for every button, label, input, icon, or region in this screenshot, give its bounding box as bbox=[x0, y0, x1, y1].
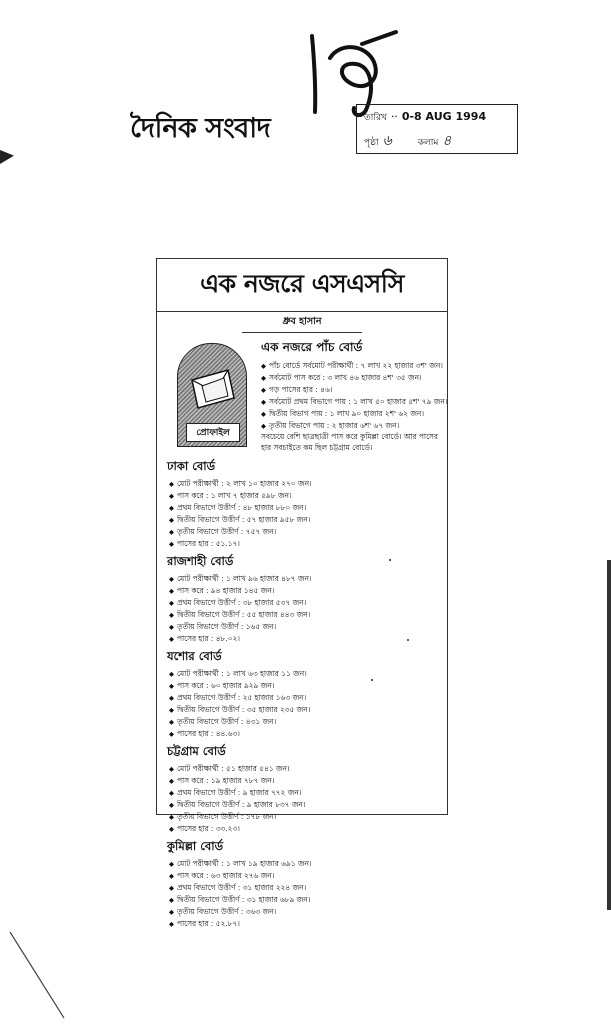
bullet-icon: ◆ bbox=[169, 587, 174, 595]
stamp-date-value: 0-8 AUG 1994 bbox=[401, 110, 487, 123]
board-stat bbox=[167, 716, 443, 728]
board-stat-text: পাসের হার : ৫২.৮৭। bbox=[177, 919, 240, 928]
bullet-icon: ◆ bbox=[261, 374, 266, 382]
board-stat-text: পাসের হার : ৩৩.২৩। bbox=[177, 824, 240, 833]
bullet-icon: ◆ bbox=[169, 825, 174, 833]
bullet-icon: ◆ bbox=[169, 789, 174, 797]
board-stat-text: মোট পরীক্ষার্থী : ৫১ হাজার ৫৪১ জন। bbox=[177, 764, 290, 773]
board-stat bbox=[167, 704, 443, 716]
board-stat bbox=[167, 490, 443, 502]
board-stat bbox=[167, 621, 443, 633]
stamp-page-row bbox=[364, 129, 510, 148]
board-section bbox=[167, 553, 443, 645]
board-stat bbox=[167, 538, 443, 550]
bullet-icon: ◆ bbox=[169, 694, 174, 702]
board-stat-text: পাসের হার : ৪৮.০২। bbox=[177, 634, 240, 643]
board-name: রাজশাহী বোর্ড bbox=[167, 554, 234, 568]
ink-speck bbox=[371, 679, 373, 681]
board-stat bbox=[167, 918, 443, 930]
board-stat-text: প্রথম বিভাগে উত্তীর্ণ : ৩১ হাজার ২২৪ জন। bbox=[177, 883, 307, 892]
board-stat bbox=[167, 692, 443, 704]
board-section bbox=[167, 838, 443, 930]
bullet-icon: ◆ bbox=[169, 635, 174, 643]
board-stat-text: দ্বিতীয় বিভাগে উত্তীর্ণ : ৩৫ হাজার ২৩৫ জন। bbox=[177, 705, 311, 714]
bullet-icon: ◆ bbox=[169, 884, 174, 892]
summary-heading: এক নজরে পাঁচ বোর্ড bbox=[261, 340, 363, 354]
summary-item bbox=[261, 396, 448, 408]
board-stat bbox=[167, 787, 443, 799]
stamp-column-label: কলাম bbox=[417, 138, 439, 148]
bullet-icon: ◆ bbox=[169, 492, 174, 500]
five-board-summary bbox=[261, 335, 448, 453]
board-stat bbox=[167, 526, 443, 538]
board-stat bbox=[167, 811, 443, 823]
article-byline: ধ্রুব হাসান bbox=[242, 312, 362, 333]
bullet-icon: ◆ bbox=[169, 730, 174, 738]
board-stat bbox=[167, 882, 443, 894]
board-stat-text: মোট পরীক্ষার্থী : ১ লাখ ৯৬ হাজার ৪৮৭ জন। bbox=[177, 574, 312, 583]
summary-item-text: দ্বিতীয় বিভাগ পায় : ১ লাখ ৯০ হাজার ২শ' ৬২ জন। bbox=[269, 409, 424, 418]
bullet-icon: ◆ bbox=[261, 422, 266, 430]
board-stat bbox=[167, 894, 443, 906]
summary-item bbox=[261, 420, 443, 432]
bullet-icon: ◆ bbox=[169, 718, 174, 726]
board-stat bbox=[167, 502, 443, 514]
summary-item-text: তৃতীয় বিভাগে পায় : ২ হাজার ৬শ' ৬৭ জন। bbox=[269, 421, 400, 430]
summary-item bbox=[261, 360, 443, 372]
board-stat-text: মোট পরীক্ষার্থী : ১ লাখ ১৯ হাজার ৬৯১ জন। bbox=[177, 859, 312, 868]
bullet-icon: ◆ bbox=[169, 920, 174, 928]
bullet-icon: ◆ bbox=[169, 896, 174, 904]
summary-item-text: সর্বমোট পাস করে : ৩ লাখ ৪৬ হাজার ৪শ' ৩৫ জন। bbox=[269, 373, 422, 382]
newspaper-masthead: দৈনিক সংবাদ bbox=[130, 113, 271, 144]
envelope-icon bbox=[188, 366, 238, 412]
board-stat bbox=[167, 775, 443, 787]
scan-corner-line bbox=[8, 930, 68, 1020]
board-stat-text: তৃতীয় বিভাগে উত্তীর্ণ : ৪৩১ জন। bbox=[177, 717, 277, 726]
board-stat-text: মোট পরীক্ষার্থী : ১ লাখ ৬৩ হাজার ১১ জন। bbox=[177, 669, 307, 678]
bullet-icon: ◆ bbox=[169, 813, 174, 821]
board-stat-text: পাসের হার : ৪৪.৬৩। bbox=[177, 729, 240, 738]
bullet-icon: ◆ bbox=[169, 575, 174, 583]
board-stat-text: প্রথম বিভাগে উত্তীর্ণ : ৯ হাজার ৭৭২ জন। bbox=[177, 788, 302, 797]
ink-speck bbox=[407, 639, 409, 641]
stamp-page-label: পৃষ্ঠা bbox=[364, 138, 379, 148]
board-stat bbox=[167, 597, 443, 609]
board-stat-text: তৃতীয় বিভাগে উত্তীর্ণ : ৩৬৩ জন। bbox=[177, 907, 277, 916]
bullet-icon: ◆ bbox=[169, 611, 174, 619]
board-stat-text: দ্বিতীয় বিভাগে উত্তীর্ণ : ৫৭ হাজার ৯৫৮ জন। bbox=[177, 515, 311, 524]
board-stat bbox=[167, 573, 443, 585]
bullet-icon: ◆ bbox=[169, 860, 174, 868]
board-stat-text: দ্বিতীয় বিভাগে উত্তীর্ণ : ৯ হাজার ৮৩৭ জন। bbox=[177, 800, 306, 809]
board-stat-text: তৃতীয় বিভাগে উত্তীর্ণ : ৭৫৭ জন। bbox=[177, 527, 277, 536]
board-stat bbox=[167, 728, 443, 740]
board-stat-text: দ্বিতীয় বিভাগে উত্তীর্ণ : ৫৫ হাজার ৪৪৩ জন। bbox=[177, 610, 311, 619]
board-stat bbox=[167, 799, 443, 811]
board-stat bbox=[167, 514, 443, 526]
board-name: চট্টগ্রাম বোর্ড bbox=[167, 744, 226, 758]
summary-item-text: সর্বমোট প্রথম বিভাগে পায় : ১ লাখ ৫০ হাজার ৫শ' ৭৯ জন। bbox=[269, 397, 448, 406]
stamp-page-value: ৬ bbox=[382, 133, 392, 149]
board-stat bbox=[167, 870, 443, 882]
bullet-icon: ◆ bbox=[169, 599, 174, 607]
board-stat-text: তৃতীয় বিভাগে উত্তীর্ণ : ১৬৫ জন। bbox=[177, 622, 277, 631]
bullet-icon: ◆ bbox=[169, 777, 174, 785]
article-content bbox=[157, 333, 447, 930]
stamp-column-value: ৪ bbox=[442, 133, 452, 149]
board-stat-text: পাস করে : ৬৩ হাজার ২৭৬ জন। bbox=[177, 871, 275, 880]
article-title bbox=[157, 259, 447, 312]
bullet-icon: ◆ bbox=[169, 540, 174, 548]
bullet-icon: ◆ bbox=[169, 516, 174, 524]
board-stat-text: তৃতীয় বিভাগে উত্তীর্ণ : ১৭৮ জন। bbox=[177, 812, 277, 821]
bullet-icon: ◆ bbox=[169, 706, 174, 714]
summary-item-text: পাঁচ বোর্ডে সর্বমোট পরীক্ষার্থী : ৭ লাখ ২২ হাজার ৩শ' জন। bbox=[269, 361, 443, 370]
board-stat-text: পাস করে : ৯৪ হাজার ১৪৫ জন। bbox=[177, 586, 275, 595]
board-stat-text: পাস করে : ১৯ হাজার ৭৮৭ জন। bbox=[177, 776, 275, 785]
bullet-icon: ◆ bbox=[261, 410, 266, 418]
bullet-icon: ◆ bbox=[261, 398, 266, 406]
summary-item-text: গড় পাসের হার : ৪৬। bbox=[269, 385, 333, 394]
stamp-date-label: তারিখ bbox=[364, 113, 387, 123]
board-stat-text: পাসের হার : ৫১.১৭। bbox=[177, 539, 240, 548]
board-stat bbox=[167, 478, 443, 490]
board-stat-text: পাস করে : ১ লাখ ৭ হাজার ৫৯৮ জন। bbox=[177, 491, 292, 500]
bullet-icon: ◆ bbox=[261, 362, 266, 370]
bullet-icon: ◆ bbox=[169, 908, 174, 916]
summary-note: সবচেয়ে বেশি ছাত্রছাত্রী পাস করে কুমিল্লা বোর্ডে। আর পাসের হার সবচাইতে কম ছিল চট্টগ্রাম বোর্ডে। bbox=[261, 432, 438, 452]
board-stat bbox=[167, 633, 443, 645]
board-stat bbox=[167, 585, 443, 597]
board-stat-text: প্রথম বিভাগে উত্তীর্ণ : ৩৮ হাজার ৫৩৭ জন। bbox=[177, 598, 307, 607]
article-title-text: এক নজরে এসএসসি bbox=[200, 268, 404, 298]
board-section bbox=[167, 743, 443, 835]
board-stat bbox=[167, 668, 443, 680]
bullet-icon: ◆ bbox=[169, 528, 174, 536]
board-stat-text: প্রথম বিভাগে উত্তীর্ণ : ৪৮ হাজার ৮৮০ জন। bbox=[177, 503, 307, 512]
newspaper-clipping bbox=[156, 258, 448, 928]
bullet-icon: ◆ bbox=[169, 504, 174, 512]
board-stat-text: প্রথম বিভাগে উত্তীর্ণ : ২৫ হাজার ১৬৩ জন। bbox=[177, 693, 307, 702]
board-stat-text: দ্বিতীয় বিভাগে উত্তীর্ণ : ৩১ হাজার ৬৮৯ জন। bbox=[177, 895, 311, 904]
profile-label: প্রোফাইল bbox=[186, 423, 240, 442]
ink-speck bbox=[389, 559, 391, 561]
board-name: ঢাকা বোর্ড bbox=[167, 459, 216, 473]
bullet-icon: ◆ bbox=[169, 682, 174, 690]
bullet-icon: ◆ bbox=[169, 765, 174, 773]
board-section bbox=[167, 458, 443, 550]
bullet-icon: ◆ bbox=[169, 872, 174, 880]
bullet-icon: ◆ bbox=[261, 386, 266, 394]
board-section bbox=[167, 648, 443, 740]
stamp-date-row: তারিখ ·· 0-8 AUG 1994 bbox=[364, 110, 487, 123]
summary-item bbox=[261, 384, 443, 396]
board-name: যশোর বোর্ড bbox=[167, 649, 222, 663]
summary-item bbox=[261, 408, 443, 420]
board-stat bbox=[167, 609, 443, 621]
board-stat bbox=[167, 680, 443, 692]
bullet-icon: ◆ bbox=[169, 623, 174, 631]
profile-illustration bbox=[177, 343, 247, 447]
board-stat bbox=[167, 906, 443, 918]
summary-list bbox=[261, 360, 448, 432]
board-stat bbox=[167, 763, 443, 775]
bullet-icon: ◆ bbox=[169, 670, 174, 678]
date-stamp bbox=[356, 104, 518, 154]
scan-edge-mark bbox=[0, 150, 14, 164]
board-stat-text: পাস করে : ৬০ হাজার ৯২৯ জন। bbox=[177, 681, 275, 690]
board-stat bbox=[167, 823, 443, 835]
board-stat-text: মোট পরীক্ষার্থী : ২ লাখ ১০ হাজার ২৭০ জন। bbox=[177, 479, 312, 488]
summary-item bbox=[261, 372, 443, 384]
board-results bbox=[167, 453, 443, 930]
board-stat bbox=[167, 858, 443, 870]
scan-edge-shadow bbox=[607, 560, 611, 910]
bullet-icon: ◆ bbox=[169, 480, 174, 488]
board-name: কুমিল্লা বোর্ড bbox=[167, 839, 224, 853]
bullet-icon: ◆ bbox=[169, 801, 174, 809]
